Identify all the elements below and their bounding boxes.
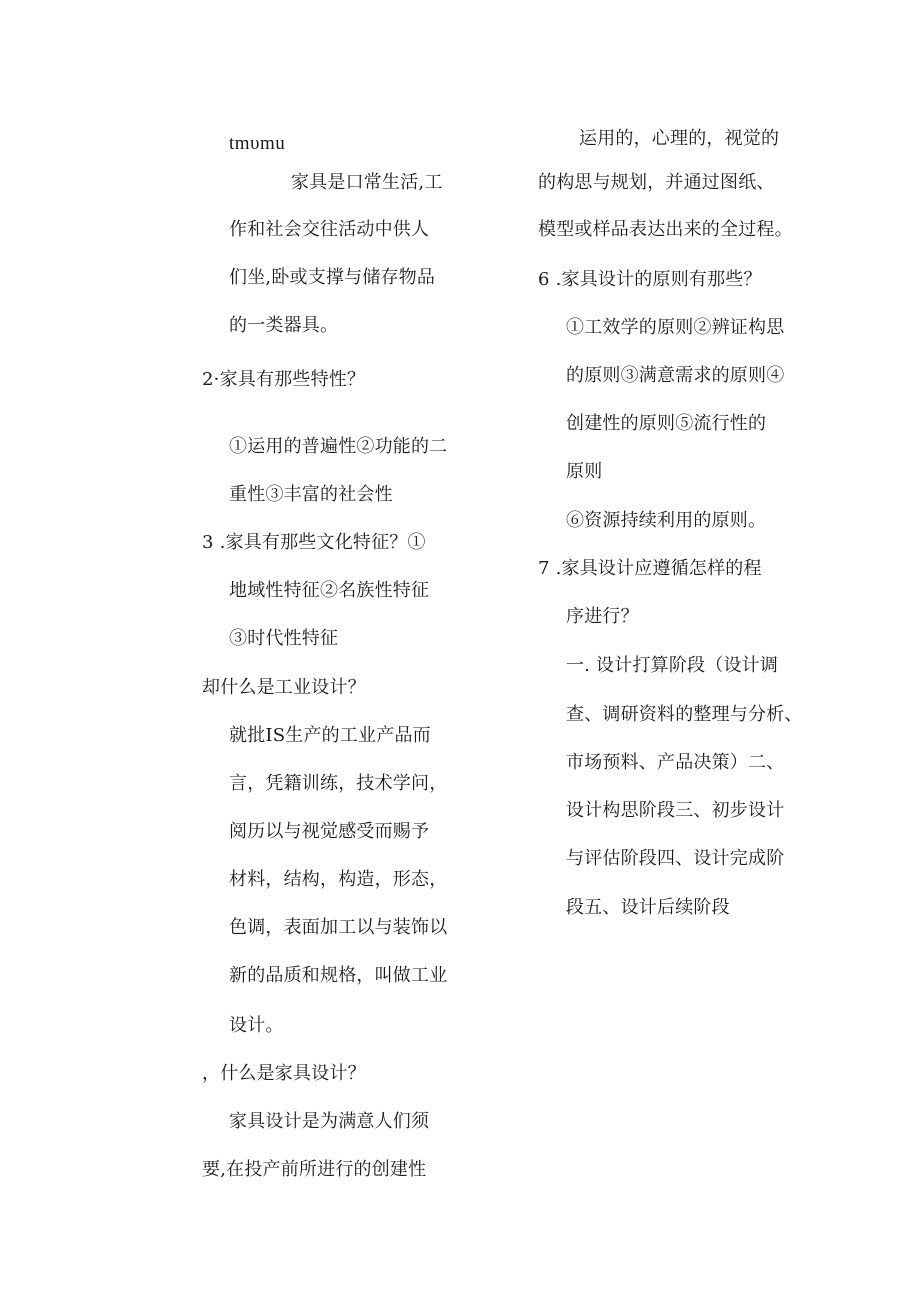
q4-title: 却什么是工业设计？ (202, 677, 366, 698)
q4-answer-line: 材料，结构，构造，形态， (229, 869, 448, 890)
q7-answer-line: 段五、设计后续阶段 (566, 897, 730, 918)
q7-title-cont: 序进行？ (566, 606, 639, 627)
section-mark: tmυmu (229, 133, 286, 154)
q2-answer-line: ①运用的普遍性②功能的二 (229, 436, 448, 457)
q6-answer-line: 的原则③满意需求的原则④ (566, 365, 785, 386)
q5-answer-line: 要,在投产前所进行的创建性 (202, 1159, 427, 1180)
q7-answer-line: 市场预料、产品决策）二、 (566, 752, 785, 773)
q4-answer-line: 色调，表面加工以与装饰以 (229, 917, 448, 938)
q4-answer-line: 设计。 (229, 1015, 284, 1036)
q5-answer-cont-line: 运用的，心理的，视觉的 (579, 128, 780, 149)
q1-answer-line: 家具是口常生活,工 (291, 172, 443, 193)
q2-answer-line: 重性③丰富的社会性 (229, 484, 393, 505)
q1-answer-line: 作和社会交往活动中供人 (229, 219, 430, 240)
q1-answer-line: 们坐,卧或支撑与储存物品 (229, 267, 436, 288)
q6-answer-line: 创建性的原则⑤流行性的 (566, 413, 767, 434)
q6-answer-line: ⑥资源持续利用的原则。 (566, 510, 767, 531)
q3-answer-line: ③时代性特征 (229, 628, 339, 649)
q3-title: 3 .家具有那些文化特征？① (202, 532, 426, 553)
q4-answer-line: 阅历以与视觉感受而赐予 (229, 821, 430, 842)
q7-answer-line: 一. 设计打算阶段（设计调 (566, 655, 779, 676)
q5-title: ，什么是家具设计？ (202, 1063, 366, 1084)
q5-answer-cont-line: 的构思与规划，并通过图纸、 (538, 172, 775, 193)
q4-answer-line: 新的品质和规格，叫做工业 (229, 965, 448, 986)
q2-title: 2·家具有那些特性？ (202, 369, 366, 390)
q6-answer-line: ①工效学的原则②辨证构思 (566, 317, 785, 338)
q4-answer-line: 言，凭籍训练，技术学问， (229, 773, 448, 794)
q5-answer-line: 家具设计是为满意人们须 (229, 1111, 430, 1132)
q7-answer-line: 设计构思阶段三、初步设计 (566, 800, 785, 821)
q3-answer-line: 地域性特征②名族性特征 (229, 580, 430, 601)
q5-answer-cont-line: 模型或样品表达出来的全过程。 (538, 219, 793, 240)
q6-title: 6 .家具设计的原则有那些？ (538, 269, 762, 290)
q7-answer-line: 与评估阶段四、设计完成阶 (566, 848, 785, 869)
q4-answer-line: 就批IS生产的工业产品而 (229, 725, 431, 746)
q1-answer-line: 的一类器具。 (229, 315, 339, 336)
q7-title: 7 .家具设计应遵循怎样的程 (538, 558, 762, 579)
q6-answer-line: 原则 (566, 461, 603, 482)
q7-answer-line: 查、调研资料的整理与分析、 (566, 704, 803, 725)
